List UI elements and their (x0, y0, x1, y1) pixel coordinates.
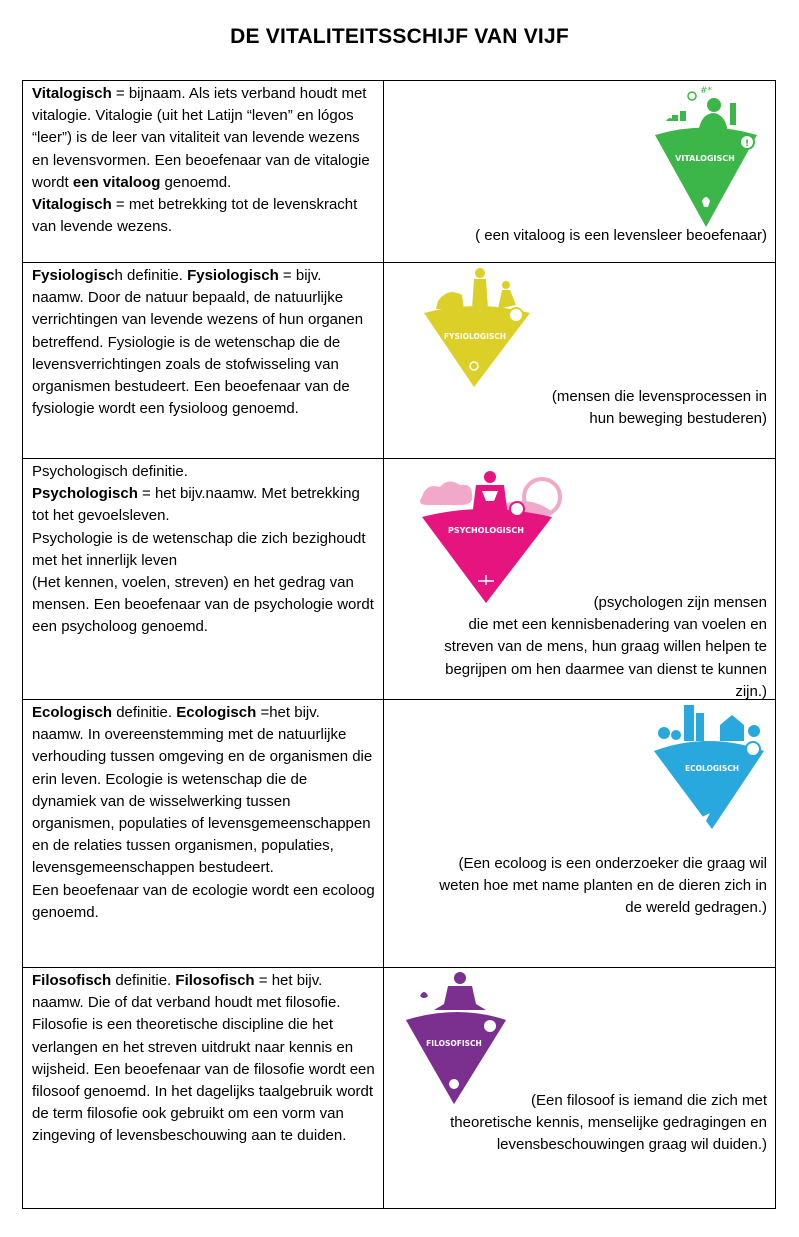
caption-line: hun beweging bestuderen) (589, 410, 767, 428)
definition-paragraph (32, 880, 375, 924)
svg-text:#*: #* (700, 86, 713, 96)
text-run: =het bijv. naamw. In overeenstemming met de natuurlijke verhouding tussen omgeving en de organismen die erin leven. Ecologie is wetenschap die de dynamiek van de wisselwerking tussen organismen, populaties of levensgemeenschappen en de relaties tussen organismen, populaties, levensgemeenschappen bestudeert. (32, 704, 373, 877)
svg-text:!: ! (744, 139, 750, 149)
psychologisch-disc-segment (414, 469, 564, 609)
ecologisch-disc-segment (650, 703, 770, 833)
definition-paragraph (32, 970, 375, 1148)
caption-line: de wereld gedragen.) (625, 899, 767, 917)
page-title: DE VITALITEITSSCHIJF VAN VIJF (230, 25, 569, 48)
definition-paragraph (32, 265, 375, 420)
bold-term: Vitalogisch (32, 196, 112, 214)
definition-paragraph (32, 194, 375, 238)
caption-filosofisch (450, 1090, 767, 1157)
vitalogisch-label: VITALOGISCH (675, 154, 735, 163)
ecologisch-label: ECOLOGISCH (684, 764, 740, 773)
definition-paragraph (32, 483, 375, 527)
definition-cell-ecologisch (23, 700, 384, 968)
caption-ecologisch (439, 853, 767, 920)
definition-text (23, 263, 383, 420)
bold-term: Fysiologisch (187, 267, 279, 284)
definition-cell-fysiologisch (23, 263, 384, 459)
caption-psychologisch (444, 592, 767, 703)
caption-line: (mensen die levensprocessen in (551, 388, 767, 405)
definition-paragraph (32, 572, 375, 639)
caption-line: weten hoe met name planten en de dieren zich in (439, 877, 767, 895)
text-run: = het bijv.naamw. Met betrekking tot het gevoelsleven. (32, 485, 360, 525)
row-vitalogisch (23, 81, 776, 263)
caption-line: begrijpen om hen daarmee van dienst te kunnen (445, 660, 767, 678)
definition-paragraph (32, 461, 375, 483)
filosofisch-label: FILOSOFISCH (426, 1039, 482, 1048)
text-run: definitie. (112, 704, 177, 721)
filosofisch-disc-segment (402, 970, 512, 1110)
definition-cell-vitalogisch (23, 81, 384, 263)
illustration-cell-psychologisch (384, 459, 776, 700)
text-run: genoemd. (160, 173, 232, 191)
definition-text (23, 81, 383, 238)
text-run: h definitie. (114, 267, 188, 284)
illustration-cell-fysiologisch (384, 263, 776, 459)
psychologisch-label: PSYCHOLOGISCH (448, 526, 524, 535)
text-run: = bijv. naamw. Door de natuur bepaald, de natuurlijke verrichtingen van levende wezens of hun organen betreffend. Fysiologie is de wetenschap die de levensverrichtingen zoals de stofwisseling van organismen bestudeert. Een beoefenaar van de fysiologie wordt een fysioloog genoemd. (32, 267, 364, 418)
bold-term: Filosofisch (32, 972, 112, 989)
fysiologisch-label: FYSIOLOGISCH (443, 332, 507, 341)
psychologisch-wedge (422, 509, 552, 603)
text-run: Psychologie is de wetenschap die zich bezighoudt met het innerlijk leven (32, 529, 366, 569)
definition-cell-filosofisch (23, 968, 384, 1209)
vitalogisch-disc-segment (646, 85, 766, 230)
text-run: = bijnaam. Als iets verband houdt met vitalogie. Vitalogie (uit het Latijn “leven” en lógos “leer”) is de leer van vitaliteit van levende wezens en levensvormen. Een beoefenaar van de vitalogie wordt (32, 85, 370, 191)
definition-text (23, 968, 383, 1148)
illustration-cell-filosofisch (384, 968, 776, 1209)
definition-text (23, 459, 383, 639)
caption-line: (Een ecoloog is een onderzoeker die graag wil (458, 855, 767, 872)
text-run: = het bijv. naamw. Die of dat verband houdt met filosofie. Filosofie is een theoretische discipline die het verlangen en het streven uitdrukt naar kennis en wijsheid. Een beoefenaar van de filosofie wordt een filosoof genoemd. In het dagelijks taalgebruik wordt de term filosofie ook gebruikt om een vorm van zingeving of levensbeschouwing aan te duiden. (32, 972, 375, 1145)
caption-line: ( een vitaloog is een levensleer beoefenaar) (475, 227, 767, 244)
vitality-table (22, 80, 776, 1209)
caption-vitalogisch (475, 225, 767, 247)
bold-term: Fysiologisc (32, 267, 115, 284)
definition-paragraph (32, 702, 375, 880)
caption-line: levensbeschouwingen graag wil duiden.) (496, 1136, 767, 1154)
definition-paragraph (32, 528, 375, 572)
text-run: (Het kennen, voelen, streven) en het gedrag van mensen. Een beoefenaar van de psychologie wordt een psycholoog genoemd. (32, 574, 374, 636)
illustration-cell-ecologisch (384, 700, 776, 968)
text-run: = met betrekking tot de levenskracht van levende wezens. (32, 196, 358, 236)
caption-line: theoretische kennis, menselijke gedragingen en (450, 1114, 767, 1132)
text-run: Een beoefenaar van de ecologie wordt een ecoloog genoemd. (32, 881, 375, 921)
definition-text (23, 700, 383, 924)
caption-line: (Een filosoof is iemand die zich met (531, 1092, 767, 1109)
row-fysiologisch (23, 263, 776, 459)
row-psychologisch (23, 459, 776, 700)
ecologisch-wedge (654, 745, 764, 829)
bold-term: Ecologisch (176, 704, 257, 721)
bold-term: Ecologisch (32, 704, 113, 721)
fysiologisch-disc-segment (418, 265, 538, 395)
caption-fysiologisch (552, 386, 767, 430)
illustration-cell-vitalogisch (384, 81, 776, 263)
row-filosofisch (23, 968, 776, 1209)
row-ecologisch (23, 700, 776, 968)
definition-cell-psychologisch (23, 459, 384, 700)
text-run: definitie. (111, 972, 176, 989)
caption-line: die met een kennisbenadering van voelen en (468, 616, 767, 634)
caption-line: streven van de mens, hun graag willen helpen te (444, 638, 767, 656)
bold-term: Psychologisch (32, 485, 138, 503)
bold-term: Filosofisch (175, 972, 255, 989)
bold-term: een vitaloog (72, 173, 161, 191)
text-run: Psychologisch definitie. (32, 463, 188, 480)
bold-term: Vitalogisch (32, 85, 112, 102)
caption-line: zijn.) (735, 682, 767, 700)
definition-paragraph (32, 83, 375, 194)
caption-line: (psychologen zijn mensen (593, 594, 767, 611)
